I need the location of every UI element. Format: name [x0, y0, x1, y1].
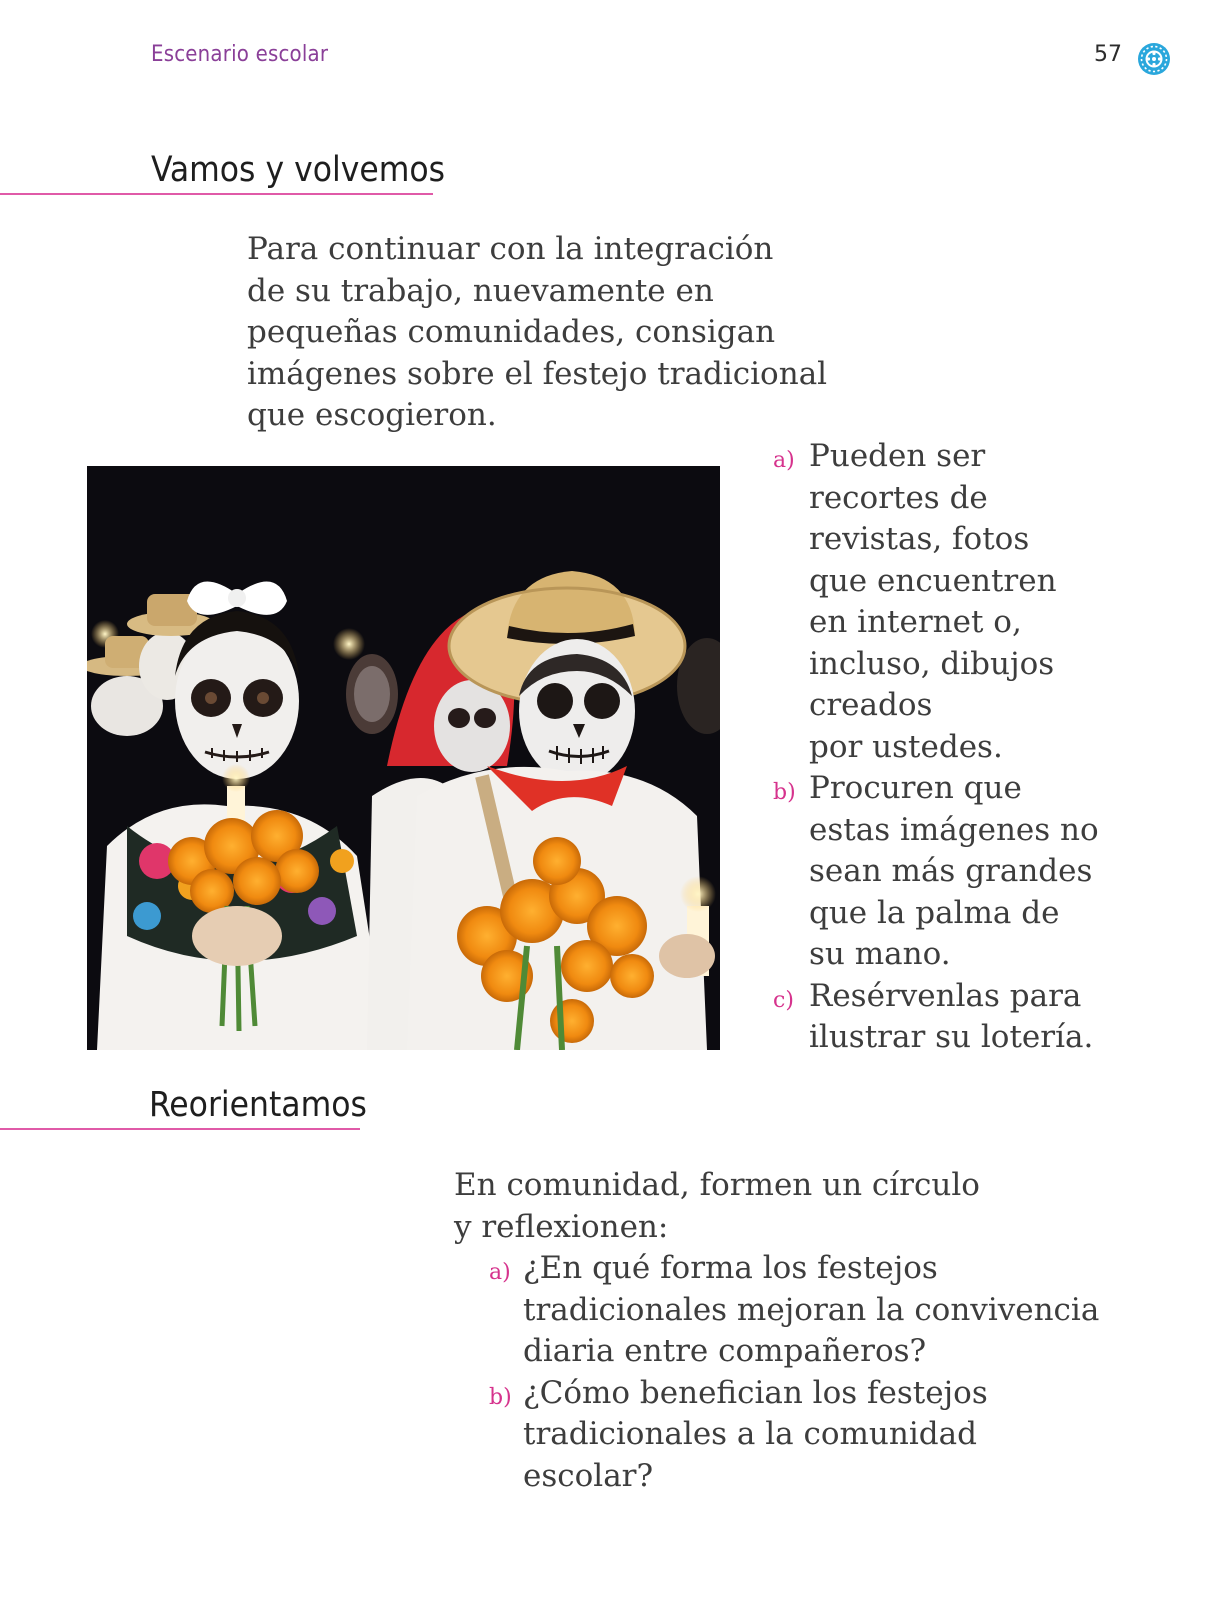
section-title-reorientamos: Reorientamos [149, 1085, 367, 1125]
list-reorientamos [489, 1248, 1099, 1497]
list-line: que encuentren [809, 562, 1057, 599]
list-marker: b) [773, 780, 796, 805]
list-line: ilustrar su lotería. [809, 1019, 1094, 1055]
list-line: escolar? [523, 1457, 654, 1494]
photo-catrina-procession [87, 466, 720, 1050]
list-line: Pueden ser [809, 438, 986, 474]
list-marker: a) [773, 448, 795, 473]
section-rule [0, 193, 433, 195]
list-marker: b) [489, 1384, 512, 1410]
section-title-vamos: Vamos y volvemos [151, 150, 446, 190]
paragraph-line: de su trabajo, nuevamente en [247, 272, 714, 309]
list-line: su mano. [809, 936, 951, 972]
list-line: estas imágenes no [809, 811, 1099, 848]
list-line: ¿Cómo benefician los festejos [523, 1374, 988, 1411]
paragraph-line: En comunidad, formen un círculo [454, 1167, 980, 1203]
flower-emblem-icon [1136, 41, 1172, 77]
list-line: en internet o, [809, 604, 1022, 640]
list-marker: c) [773, 987, 794, 1013]
list-line: Resérvenlas para [809, 977, 1082, 1014]
list-line: que la palma de [809, 894, 1060, 931]
list-line: revistas, fotos [809, 521, 1030, 557]
list-marker: a) [489, 1260, 511, 1285]
running-head: Escenario escolar [151, 42, 329, 67]
list-item [773, 976, 1099, 1059]
list-line: incluso, dibujos [809, 645, 1055, 682]
section-rule [0, 1128, 360, 1130]
list-item [489, 1248, 1099, 1373]
list-line: tradicionales mejoran la convivencia [523, 1291, 1100, 1328]
paragraph-line: imágenes sobre el festejo tradicional [247, 355, 828, 392]
paragraph-line: y reflexionen: [454, 1208, 669, 1245]
list-line: recortes de [809, 479, 988, 516]
list-line: por ustedes. [809, 728, 1003, 765]
list-line: diaria entre compañeros? [523, 1333, 927, 1369]
list-line: Procuren que [809, 770, 1022, 806]
list-line: tradicionales a la comunidad [523, 1416, 977, 1452]
list-item [489, 1373, 1099, 1498]
list-line: ¿En qué forma los festejos [523, 1250, 938, 1286]
page-number: 57 [1094, 42, 1122, 67]
reflection-paragraph [454, 1165, 980, 1248]
list-line: sean más grandes [809, 853, 1093, 889]
paragraph-line: que escogieron. [247, 397, 497, 433]
list-line: creados [809, 687, 933, 723]
list-item [773, 436, 1099, 768]
paragraph-line: pequeñas comunidades, consigan [247, 314, 776, 350]
list-item [773, 768, 1099, 976]
list-vamos [773, 436, 1099, 1059]
paragraph-line: Para continuar con la integración [247, 231, 774, 267]
intro-paragraph [247, 229, 827, 437]
